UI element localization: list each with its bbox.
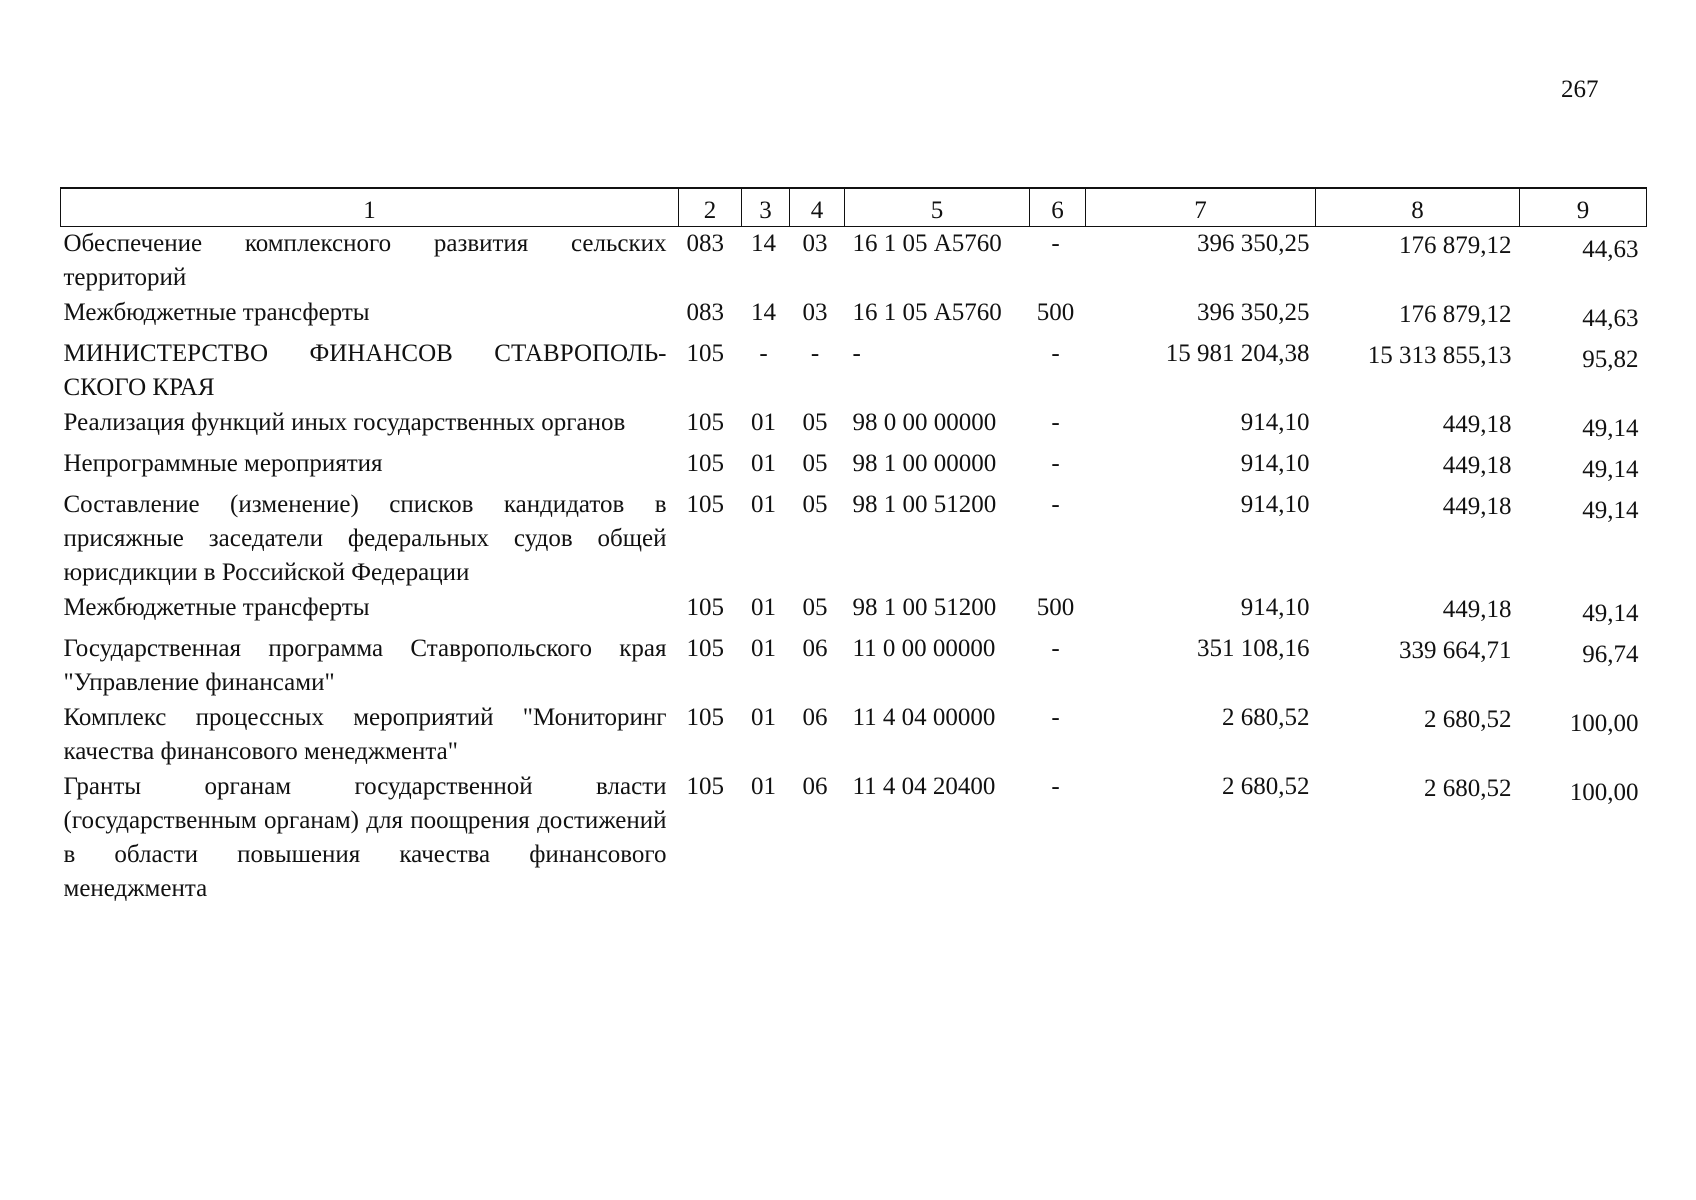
header-col-8: 8 xyxy=(1316,188,1520,227)
header-col-3: 3 xyxy=(742,188,790,227)
row-c7: 914,10 xyxy=(1240,594,1310,621)
row-c5: 98 0 00 00000 xyxy=(852,409,997,436)
row-c8: 449,18 xyxy=(1442,596,1512,623)
row-c9: 95,82 xyxy=(1582,346,1639,373)
header-col-5: 5 xyxy=(845,188,1030,227)
row-c9: 100,00 xyxy=(1569,779,1639,806)
row-name: Гранты органам государственной власти (государственным органам) для поощрения достижений в области повышения качества финансового менеджмента xyxy=(63,773,667,902)
row-name: Обеспечение комплексного развития сельских территорий xyxy=(63,230,667,291)
row-name: Государственная программа Ставропольского края "Управление финансами" xyxy=(63,635,667,696)
row-c5: 11 0 00 00000 xyxy=(852,635,996,662)
row-c7: 351 108,16 xyxy=(1197,635,1310,662)
header-col-2: 2 xyxy=(679,188,742,227)
row-c6: - xyxy=(1051,704,1060,731)
table-row xyxy=(61,227,1647,297)
row-c3: 01 xyxy=(751,773,776,800)
row-c2: 105 xyxy=(686,594,724,621)
row-c2: 105 xyxy=(686,409,724,436)
row-c4: 06 xyxy=(802,773,828,800)
table-header xyxy=(61,188,1647,227)
row-c8: 2 680,52 xyxy=(1424,775,1512,802)
row-c3: 01 xyxy=(751,450,776,477)
row-c7: 914,10 xyxy=(1240,450,1310,477)
table-row xyxy=(61,701,1647,770)
row-name: Межбюджетные трансферты xyxy=(63,299,370,326)
row-c9: 49,14 xyxy=(1582,415,1639,442)
table-row xyxy=(61,447,1647,488)
row-c5: 16 1 05 А5760 xyxy=(852,299,1002,326)
row-c6: - xyxy=(1051,409,1060,436)
header-col-6: 6 xyxy=(1030,188,1086,227)
row-c8: 449,18 xyxy=(1442,452,1512,479)
table-body xyxy=(61,227,1647,908)
row-c4: 05 xyxy=(802,409,828,436)
row-c6: 500 xyxy=(1036,299,1075,326)
row-c9: 49,14 xyxy=(1582,456,1639,483)
row-c9: 44,63 xyxy=(1582,305,1639,332)
row-c3: 01 xyxy=(751,409,776,436)
row-c7: 396 350,25 xyxy=(1197,299,1310,326)
row-c2: 105 xyxy=(686,491,724,518)
row-c9: 44,63 xyxy=(1582,236,1639,263)
table-row xyxy=(61,770,1647,907)
row-c8: 176 879,12 xyxy=(1399,301,1512,328)
row-name: Реализация функций иных государственных органов xyxy=(63,409,626,436)
row-c2: 105 xyxy=(686,635,724,662)
header-col-9: 9 xyxy=(1520,188,1647,227)
page-number: 267 xyxy=(1561,76,1599,103)
row-c4: 05 xyxy=(802,450,828,477)
row-c7: 2 680,52 xyxy=(1222,773,1310,800)
row-c6: - xyxy=(1051,773,1060,800)
row-c6: - xyxy=(1051,340,1060,367)
row-c6: - xyxy=(1051,635,1060,662)
row-c4: 03 xyxy=(802,299,828,326)
header-col-1: 1 xyxy=(61,188,679,227)
row-c4: 03 xyxy=(802,230,828,257)
row-c5: 16 1 05 А5760 xyxy=(852,230,1002,257)
row-c2: 105 xyxy=(686,450,724,477)
row-c9: 100,00 xyxy=(1569,710,1639,737)
row-c2: 105 xyxy=(686,773,724,800)
row-c3: - xyxy=(759,340,768,367)
row-c5: 11 4 04 00000 xyxy=(852,704,996,731)
table-row xyxy=(61,296,1647,337)
row-c6: - xyxy=(1051,230,1060,257)
row-c3: 01 xyxy=(751,594,776,621)
row-c4: 05 xyxy=(802,594,828,621)
header-col-4: 4 xyxy=(790,188,845,227)
row-c5: 11 4 04 20400 xyxy=(852,773,996,800)
row-c5: 98 1 00 00000 xyxy=(852,450,997,477)
row-c6: 500 xyxy=(1036,594,1075,621)
row-c4: 06 xyxy=(802,704,828,731)
row-c9: 96,74 xyxy=(1582,641,1639,668)
row-c2: 083 xyxy=(686,299,724,326)
row-c2: 105 xyxy=(686,704,724,731)
row-name: Непрограммные мероприятия xyxy=(63,450,383,477)
header-col-7: 7 xyxy=(1086,188,1316,227)
row-c8: 339 664,71 xyxy=(1399,637,1512,664)
row-name: Межбюджетные трансферты xyxy=(63,594,370,621)
table-row xyxy=(61,488,1647,591)
row-c7: 15 981 204,38 xyxy=(1165,340,1310,367)
row-c6: - xyxy=(1051,450,1060,477)
row-c3: 14 xyxy=(751,230,776,257)
table-row xyxy=(61,337,1647,406)
row-c4: - xyxy=(810,340,820,367)
row-c8: 176 879,12 xyxy=(1399,232,1512,259)
table-row xyxy=(61,406,1647,447)
row-c2: 083 xyxy=(686,230,724,257)
row-c7: 914,10 xyxy=(1240,491,1310,518)
row-c4: 06 xyxy=(802,635,828,662)
row-c8: 449,18 xyxy=(1442,411,1512,438)
row-c5: 98 1 00 51200 xyxy=(852,491,997,518)
table-row xyxy=(61,591,1647,632)
row-c3: 14 xyxy=(751,299,776,326)
row-c9: 49,14 xyxy=(1582,497,1639,524)
row-c9: 49,14 xyxy=(1582,600,1639,627)
row-c4: 05 xyxy=(802,491,828,518)
row-c5: 98 1 00 51200 xyxy=(852,594,997,621)
row-name: Комплекс процессных мероприятий "Мониторинг качества финансового менеджмента" xyxy=(63,704,667,765)
table-row xyxy=(61,632,1647,701)
row-c8: 2 680,52 xyxy=(1424,706,1512,733)
row-name: Составление (изменение) списков кандидатов в присяжные заседатели федеральных судов общей юрисдикции в Российской Федерации xyxy=(63,491,667,586)
row-c6: - xyxy=(1051,491,1060,518)
row-c5: - xyxy=(852,340,861,367)
row-c7: 2 680,52 xyxy=(1222,704,1310,731)
row-c7: 396 350,25 xyxy=(1197,230,1310,257)
row-c3: 01 xyxy=(751,635,776,662)
row-name: МИНИСТЕРСТВО ФИНАНСОВ СТАВРОПОЛЬ-СКОГО КРАЯ xyxy=(63,340,667,401)
budget-table xyxy=(60,187,1647,907)
row-c3: 01 xyxy=(751,704,776,731)
row-c8: 449,18 xyxy=(1442,493,1512,520)
row-c2: 105 xyxy=(686,340,724,367)
row-c3: 01 xyxy=(751,491,776,518)
row-c8: 15 313 855,13 xyxy=(1367,342,1512,369)
row-c7: 914,10 xyxy=(1240,409,1310,436)
